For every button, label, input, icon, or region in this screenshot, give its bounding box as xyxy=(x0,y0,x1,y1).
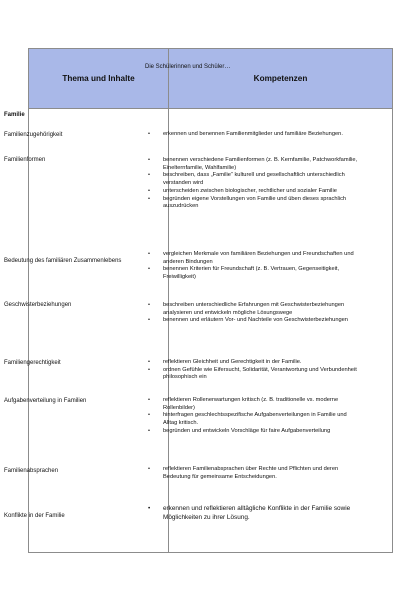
competency-list xyxy=(145,466,360,481)
competency-item xyxy=(145,266,360,281)
competency-text: ordnen Gefühle wie Eifersucht, Solidarität, Verantwortung und Verbundenheit philosophisch ein xyxy=(163,366,357,381)
topic-label: Bedeutung des familiären Zusammenlebens xyxy=(4,258,122,264)
topic-label: Familienformen xyxy=(4,157,46,163)
bullet-icon: • xyxy=(148,466,150,472)
competency-text: benennen und erläutern Vor- und Nachteile von Geschwisterbeziehungen xyxy=(163,317,348,324)
competency-text: vergleichen Merkmale von familiären Beziehungen und Freundschaften und anderen Bindungen xyxy=(163,251,354,265)
topic-label: Familiengerechtigkeit xyxy=(4,360,61,366)
header-competencies: Kompetenzen xyxy=(253,74,308,83)
bullet-icon: • xyxy=(148,397,150,403)
competency-text: beschreiben unterschiedliche Erfahrungen mit Geschwisterbeziehungen analysieren und entwickeln mögliche Lösungswege xyxy=(163,302,345,316)
competency-list xyxy=(145,157,360,211)
competency-item xyxy=(145,412,360,427)
competency-text: reflektieren Gleichheit und Gerechtigkeit in der Familie. xyxy=(163,359,302,365)
topic-label: Aufgabenverteilung in Familien xyxy=(4,398,87,404)
competency-list xyxy=(145,359,360,382)
competency-item xyxy=(145,367,360,382)
competency-text: hinterfragen geschlechtsspezifische Aufgabenverteilungen in Familie und Alltag kritisch. xyxy=(163,412,347,427)
bullet-icon: • xyxy=(148,131,150,137)
bullet-icon: • xyxy=(148,172,150,179)
competency-item xyxy=(145,196,360,211)
competency-text: unterscheiden zwischen biologischer, rechtlicher und sozialer Familie xyxy=(163,187,337,194)
competency-item xyxy=(145,428,360,436)
competency-text: begründen und entwickeln Vorschläge für faire Aufgabenverteilung xyxy=(163,427,331,434)
bullet-icon: • xyxy=(148,412,150,419)
competency-text: reflektieren Rollenerwartungen kritisch (z. B. traditionelle vs. moderne Rollenbilder) xyxy=(163,397,339,411)
competency-item xyxy=(145,251,360,266)
competency-item xyxy=(145,188,360,196)
competency-text: erkennen und reflektieren alltägliche Konflikte in der Familie sowie Möglichkeiten zu ihrer Lösung. xyxy=(163,505,351,521)
topic-label: Familienabsprachen xyxy=(4,468,59,474)
competency-text: erkennen und benennen Familienmitglieder und familiäre Beziehungen. xyxy=(163,131,343,137)
bullet-icon: • xyxy=(148,366,150,373)
competency-item xyxy=(145,504,360,522)
competency-text: begründen eigene Vorstellungen von Familie und üben dieses sprachlich auszudrücken xyxy=(163,195,347,210)
competency-item xyxy=(145,302,360,317)
bullet-icon: • xyxy=(148,266,150,273)
bullet-icon: • xyxy=(148,195,150,202)
competency-text: beschreiben, dass „Familie“ kulturell und gesellschaftlich unterschiedlich verstanden wird xyxy=(163,172,345,187)
topic-label: Familienzugehörigkeit xyxy=(4,132,63,138)
competency-list xyxy=(145,302,360,325)
table-header xyxy=(29,49,392,109)
competency-list xyxy=(145,397,360,436)
header-topics: Thema und Inhalte xyxy=(62,74,135,83)
competency-list xyxy=(145,504,360,522)
topic-label: Familie xyxy=(4,112,25,118)
competency-item xyxy=(145,157,360,172)
intro-text: Die Schülerinnen und Schüler… xyxy=(145,64,231,70)
competency-list xyxy=(145,131,360,139)
competency-item xyxy=(145,397,360,412)
bullet-icon: • xyxy=(148,505,151,512)
topic-label: Geschwisterbeziehungen xyxy=(4,302,72,308)
competency-text: benennen verschiedene Familienformen (z. B. Kernfamilie, Patchworkfamilie, Einelternfamilie, Wahlfamilie) xyxy=(163,157,358,171)
competency-list xyxy=(145,251,360,282)
competency-item xyxy=(145,317,360,325)
bullet-icon: • xyxy=(148,251,150,257)
competency-item xyxy=(145,131,360,139)
bullet-icon: • xyxy=(148,157,150,163)
competency-text: reflektieren Familienabsprachen über Rechte und Pflichten und deren Bedeutung für gemeinsame Entscheidungen. xyxy=(163,466,339,480)
competency-item xyxy=(145,466,360,481)
topic-label: Konflikte in der Familie xyxy=(4,513,65,519)
bullet-icon: • xyxy=(148,302,150,308)
bullet-icon: • xyxy=(148,359,150,365)
bullet-icon: • xyxy=(148,427,150,434)
competency-text: benennen Kriterien für Freundschaft (z. B. Vertrauen, Gegenseitigkeit, Freiwilligkeit) xyxy=(163,266,340,281)
bullet-icon: • xyxy=(148,187,150,194)
bullet-icon: • xyxy=(148,317,150,324)
competency-item xyxy=(145,359,360,367)
competency-item xyxy=(145,172,360,187)
